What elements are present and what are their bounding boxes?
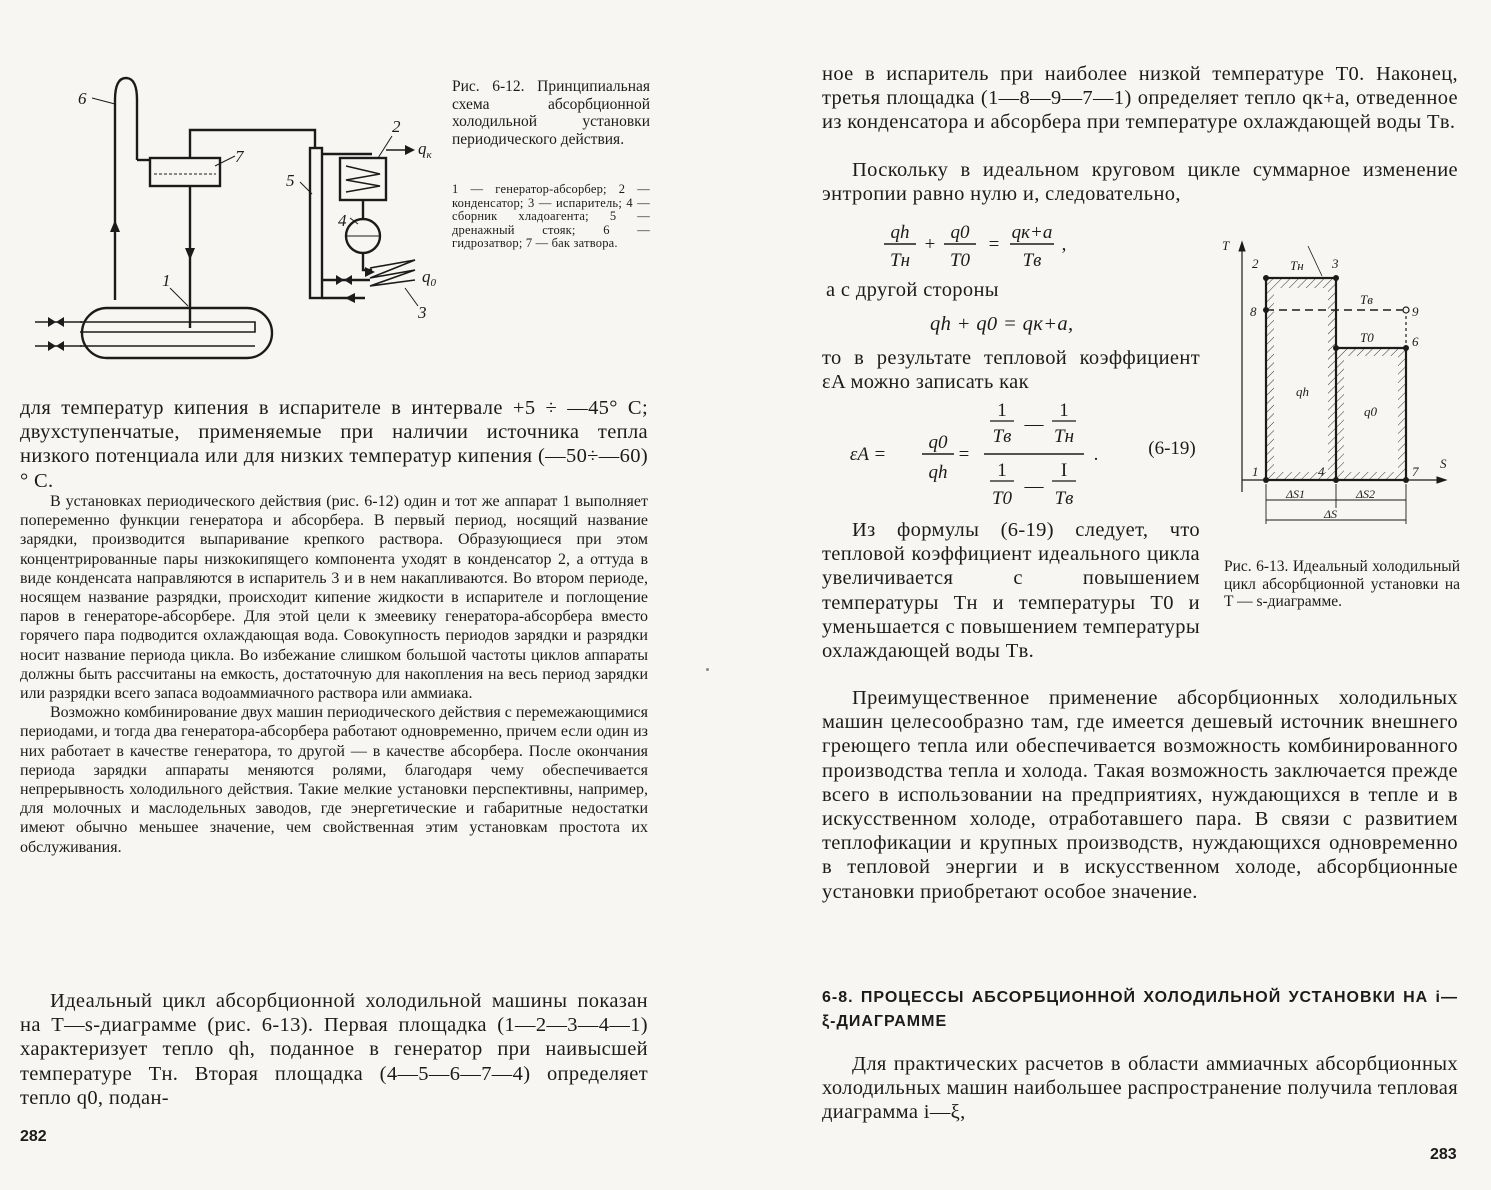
svg-text:6: 6 <box>1412 334 1419 349</box>
svg-text:T0: T0 <box>991 488 1013 509</box>
fig612-label-q0: $q_0$ <box>422 267 436 289</box>
svg-text:Tн: Tн <box>890 250 910 271</box>
fig612-label-qk: $q_к$ <box>418 139 432 161</box>
figure-6-12-schematic <box>20 70 450 370</box>
svg-text:Tв: Tв <box>1360 292 1373 307</box>
text-other-hand: а с другой стороны <box>826 279 999 301</box>
svg-text:,: , <box>1061 234 1067 255</box>
svg-text:.: . <box>1093 444 1099 465</box>
svg-text:q0: q0 <box>928 432 948 453</box>
left-intro-paragraph: для температур кипения в испарителе в интервале +5 ÷ —45° С; двухступенчатые, применяемые при наличии источника тепла низкого потенциала или для низких температур кипения (—50÷—60)° С. <box>20 397 648 492</box>
right-paragraph-3: то в результате тепловой коэффициент εA можно записать как <box>822 347 1200 394</box>
right-page-number: 283 <box>1430 1146 1457 1163</box>
left-small-paragraph-2: Возможно комбинирование двух машин периодического действия с перемежающимися периодами, и тогда два генератора-абсорбера работают одновременно, причем если один из них работает в качестве генератора, то другой — в качестве абсорбера. После окончания периода зарядки аппараты меняются ролями, благодаря чему обеспечивается непрерывность холодильного действия. Такие мелкие установки перспективны, например, для молочных и маслодельных заводов, где энергетические и габаритные недостатки имеют обычно меньшее значение, чем свойственная этим установкам простота их обслуживания. <box>20 704 648 856</box>
fig612-label-3: 3 <box>418 303 427 322</box>
figure-6-13-ts-diagram <box>1222 236 1462 532</box>
left-page <box>0 0 745 1190</box>
equation-entropy-balance <box>822 214 1152 276</box>
fig612-label-7: 7 <box>235 147 244 166</box>
left-small-text <box>20 492 648 857</box>
left-cycle-paragraph: Идеальный цикл абсорбционной холодильной машины показан на T—s-диаграмме (рис. 6-13). Первая площадка (1—2—3—4—1) характеризует тепло qh, поданное в генератор при наивысшей температуре Tн. Вторая площадка (4—5—6—7—4) определяет тепло q0, подан- <box>20 990 648 1109</box>
svg-text:—: — <box>1024 414 1044 435</box>
right-page <box>746 0 1491 1190</box>
right-paragraph-4: Из формулы (6-19) следует, что тепловой коэффициент идеального цикла увеличивается с повышением температуры Tн и температуры T0 и уменьшается с повышением температуры охлаждающей воды Tв. <box>822 519 1200 663</box>
fig612-label-2: 2 <box>392 117 401 136</box>
svg-text:=: = <box>958 444 970 465</box>
ts-axis-T: T <box>1222 238 1230 253</box>
svg-text:1: 1 <box>997 400 1007 421</box>
fig612-caption-title: Рис. 6-12. Принципиальная схема абсорбционной холодильной установки периодического действия. <box>452 78 650 148</box>
fig612-label-1: 1 <box>162 271 171 290</box>
svg-text:(6-19): (6-19) <box>1148 438 1196 459</box>
ts-axis-s: S <box>1440 456 1447 471</box>
svg-text:1: 1 <box>1252 464 1259 479</box>
svg-text:qк+а: qк+а <box>1011 222 1053 243</box>
svg-text:Tв: Tв <box>1022 250 1042 271</box>
svg-text:ΔS1: ΔS1 <box>1286 487 1306 501</box>
svg-text:Tн: Tн <box>1290 258 1304 273</box>
fig612-label-6: 6 <box>78 89 87 108</box>
svg-text:1: 1 <box>1059 400 1069 421</box>
fig613-caption: Рис. 6-13. Идеальный холодильный цикл абсорбционной установки на T — s-диаграмме. <box>1224 558 1460 610</box>
svg-text:1: 1 <box>997 460 1007 481</box>
svg-text:I: I <box>1060 460 1068 481</box>
fig612-caption-legend: 1 — генератор-абсорбер; 2 — конденсатор; 3 — испаритель; 4 — сборник хладоагента; 5 — дренажный стояк; 6 — гидрозатвор; 7 — бак затвора. <box>452 182 650 251</box>
svg-text:—: — <box>1024 476 1044 497</box>
left-page-number: 282 <box>20 1128 47 1145</box>
svg-text:q0: q0 <box>1364 404 1377 419</box>
svg-text:4: 4 <box>1318 464 1325 479</box>
svg-text:Tв: Tв <box>1054 488 1074 509</box>
gutter-mark <box>706 668 709 671</box>
svg-text:q0: q0 <box>950 222 970 243</box>
svg-text:Tв: Tв <box>992 426 1012 447</box>
svg-text:+: + <box>924 234 936 255</box>
fig612-label-4: 4 <box>338 211 347 230</box>
svg-text:ΔS2: ΔS2 <box>1356 487 1376 501</box>
svg-text:εA =: εA = <box>849 444 887 465</box>
svg-text:qh: qh <box>1296 384 1309 399</box>
equation-heat-sum: qh + q0 = qк+а, <box>930 313 1074 335</box>
svg-text:Tн: Tн <box>1054 426 1074 447</box>
svg-text:2: 2 <box>1252 256 1259 271</box>
svg-text:ΔS: ΔS <box>1324 507 1338 521</box>
svg-text:9: 9 <box>1412 304 1419 319</box>
right-paragraph-6: Для практических расчетов в области аммиачных абсорбционных холодильных машин наибольшее распространение получила тепловая диаграмма i—ξ, <box>822 1053 1458 1124</box>
right-paragraph-1: ное в испаритель при наиболее низкой температуре T0. Наконец, третья площадка (1—8—9—7—1) определяет тепло qк+а, отведенное из конденсатора и абсорбера при температуре охлаждающей воды Tв. <box>822 63 1458 134</box>
equation-6-19 <box>846 396 1206 514</box>
svg-text:3: 3 <box>1332 256 1339 271</box>
section-heading-6-8: 6-8. ПРОЦЕССЫ АБСОРБЦИОННОЙ ХОЛОДИЛЬНОЙ УСТАНОВКИ НА i—ξ-ДИАГРАММЕ <box>822 989 1458 1030</box>
svg-text:T0: T0 <box>1360 330 1374 345</box>
svg-text:8: 8 <box>1250 304 1257 319</box>
left-small-paragraph-1: В установках периодического действия (рис. 6-12) один и тот же аппарат 1 выполняет попеременно функции генератора и абсорбера. В первый период, носящий название зарядки, производится выпаривание крепкого раствора. Образующиеся при этом концентрированные пары низкокипящего компонента уходят в конденсатор 2, а оттуда в виде конденсата направляются в испаритель 3 и в нем накапливаются. Во втором периоде, носящем название разрядки, происходит кипение жидкости в испарителе и поглощение паров в генераторе-абсорбере. Для этой цели к змеевику генератора-абсорбера вместо горячего пара подводится охлаждающая вода. Совокупность периодов зарядки и разрядки носит название периода цикла. Во избежание слишком большой частоты циклов аппараты должны быть рассчитаны на емкость, достаточную для накопления на весь период зарядки или разрядки всего запаса водоаммиачного раствора или аммиака. <box>20 493 648 703</box>
svg-text:7: 7 <box>1412 464 1419 479</box>
fig612-label-5: 5 <box>286 171 295 190</box>
svg-text:qh: qh <box>890 222 910 243</box>
svg-text:qh: qh <box>928 462 948 483</box>
right-paragraph-2: Поскольку в идеальном круговом цикле суммарное изменение энтропии равно нулю и, следовательно, <box>822 159 1458 206</box>
svg-text:=: = <box>988 234 1000 255</box>
right-paragraph-5: Преимущественное применение абсорбционных холодильных машин целесообразно там, где имеется дешевый источник внешнего греющего тепла или обеспечивается возможность комбинированного производства тепла и холода. Такая возможность заключается прежде всего в использовании на предприятиях, нуждающихся в тепле и в искусственном холоде, отработавшего пара. В связи с развитием теплофикации и крупных производств, нуждающихся одновременно в тепловой энергии и в искусственном холоде, абсорбционные установки приобретают особое значение. <box>822 687 1458 903</box>
svg-text:T0: T0 <box>949 250 971 271</box>
